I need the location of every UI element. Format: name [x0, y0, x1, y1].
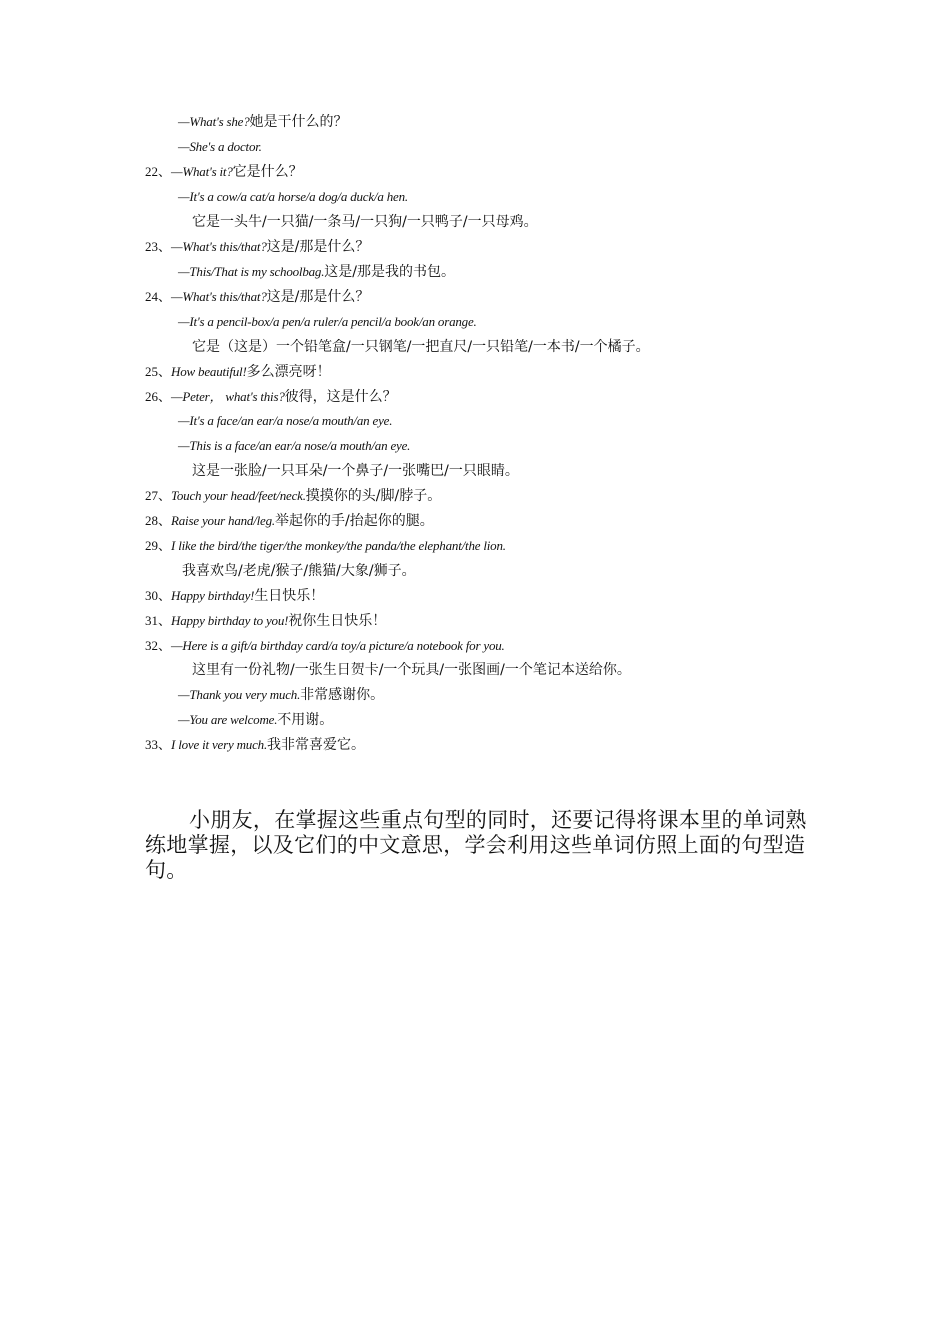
- line-its-a-face: [178, 411, 392, 431]
- english-text: —What's it?: [171, 164, 233, 179]
- english-text: —It's a pencil-box/a pen/a ruler/a pencil/a book/an orange.: [178, 314, 477, 329]
- item-26: [145, 387, 397, 407]
- line-you-are-welcome: [178, 710, 333, 730]
- line-whats-she: [178, 112, 348, 132]
- english-text: —It's a face/an ear/a nose/a mouth/an eye.: [178, 413, 393, 428]
- closing-paragraph: 小朋友，在掌握这些重点句型的同时，还要记得将课本里的单词熟练地掌握，以及它们的中文意思，学会利用这些单词仿照上面的句型造句。: [145, 808, 807, 882]
- item-number: 24、: [145, 289, 172, 304]
- line-translation-29: [182, 561, 416, 581]
- chinese-text: 我非常喜爱它。: [267, 737, 365, 753]
- english-text: —What's this/that?: [171, 239, 267, 254]
- item-22: [145, 162, 303, 182]
- item-25: [145, 362, 331, 382]
- chinese-text: 非常感谢你。: [300, 687, 385, 703]
- chinese-text: 不用谢。: [277, 712, 334, 728]
- line-translation-24: [192, 337, 650, 357]
- item-29: [145, 536, 506, 556]
- chinese-text: 彼得，这是什么？: [284, 389, 397, 405]
- item-24: [145, 287, 369, 307]
- english-text: I like the bird/the tiger/the monkey/the panda/the elephant/the lion.: [171, 538, 506, 553]
- english-text: —You are welcome.: [178, 712, 278, 727]
- english-text: Raise your hand/leg.: [171, 513, 275, 528]
- chinese-text: 这是一张脸/一只耳朵/一个鼻子/一张嘴巴/一只眼睛。: [192, 463, 519, 479]
- line-pencil-box: [178, 312, 477, 332]
- line-translation-22: [192, 212, 538, 232]
- item-number: 30、: [145, 588, 172, 603]
- chinese-text: 祝你生日快乐！: [288, 613, 387, 629]
- chinese-text: 这里有一份礼物/一张生日贺卡/一个玩具/一张图画/一个笔记本送给你。: [192, 662, 631, 678]
- chinese-text: 它是一头牛/一只猫/一条马/一只狗/一只鸭子/一只母鸡。: [192, 214, 538, 230]
- item-32: [145, 636, 505, 656]
- item-number: 27、: [145, 488, 172, 503]
- line-this-is-a-face: [178, 436, 410, 456]
- english-text: Happy birthday to you!: [171, 613, 289, 628]
- item-number: 29、: [145, 538, 172, 553]
- item-23: [145, 237, 369, 257]
- english-text: —Thank you very much.: [178, 687, 301, 702]
- item-33: [145, 735, 365, 755]
- item-28: [145, 511, 434, 531]
- chinese-text: 生日快乐！: [254, 588, 325, 604]
- line-thank-you: [178, 685, 384, 705]
- chinese-text: 这是/那是我的书包。: [324, 264, 456, 280]
- line-translation-26: [192, 461, 519, 481]
- chinese-text: 这是/那是什么？: [266, 239, 370, 255]
- chinese-text: 它是什么？: [232, 164, 303, 180]
- item-31: [145, 611, 386, 631]
- english-text: —Peter， what's this?: [171, 389, 285, 404]
- item-number: 33、: [145, 737, 172, 752]
- item-number: 22、: [145, 164, 172, 179]
- english-text: —What's she?: [178, 114, 250, 129]
- english-text: —It's a cow/a cat/a horse/a dog/a duck/a hen.: [178, 189, 408, 204]
- item-number: 25、: [145, 364, 172, 379]
- item-number: 26、: [145, 389, 172, 404]
- chinese-text: 举起你的手/抬起你的腿。: [274, 513, 434, 529]
- english-text: How beautiful!: [171, 364, 247, 379]
- english-text: —What's this/that?: [171, 289, 267, 304]
- item-27: [145, 486, 441, 506]
- english-text: I love it very much.: [171, 737, 267, 752]
- chinese-text: 摸摸你的头/脚/脖子。: [305, 488, 442, 504]
- chinese-text: 多么漂亮呀！: [246, 364, 331, 380]
- item-number: 32、: [145, 638, 172, 653]
- line-shes-a-doctor: [178, 137, 262, 157]
- chinese-text: 我喜欢鸟/老虎/猴子/熊猫/大象/狮子。: [182, 563, 416, 579]
- chinese-text: 这是/那是什么？: [266, 289, 370, 305]
- line-its-a-cow: [178, 187, 408, 207]
- line-translation-32: [192, 660, 631, 680]
- english-text: —She's a doctor.: [178, 139, 262, 154]
- english-text: Happy birthday!: [171, 588, 255, 603]
- item-number: 28、: [145, 513, 172, 528]
- line-schoolbag: [178, 262, 455, 282]
- english-text: —This is a face/an ear/a nose/a mouth/an eye.: [178, 438, 411, 453]
- item-number: 31、: [145, 613, 172, 628]
- chinese-text: 它是（这是）一个铅笔盒/一只钢笔/一把直尺/一只铅笔/一本书/一个橘子。: [192, 339, 650, 355]
- english-text: —Here is a gift/a birthday card/a toy/a picture/a notebook for you.: [171, 638, 505, 653]
- item-30: [145, 586, 324, 606]
- english-text: Touch your head/feet/neck.: [171, 488, 306, 503]
- chinese-text: 她是干什么的？: [249, 114, 348, 130]
- item-number: 23、: [145, 239, 172, 254]
- english-text: —This/That is my schoolbag.: [178, 264, 325, 279]
